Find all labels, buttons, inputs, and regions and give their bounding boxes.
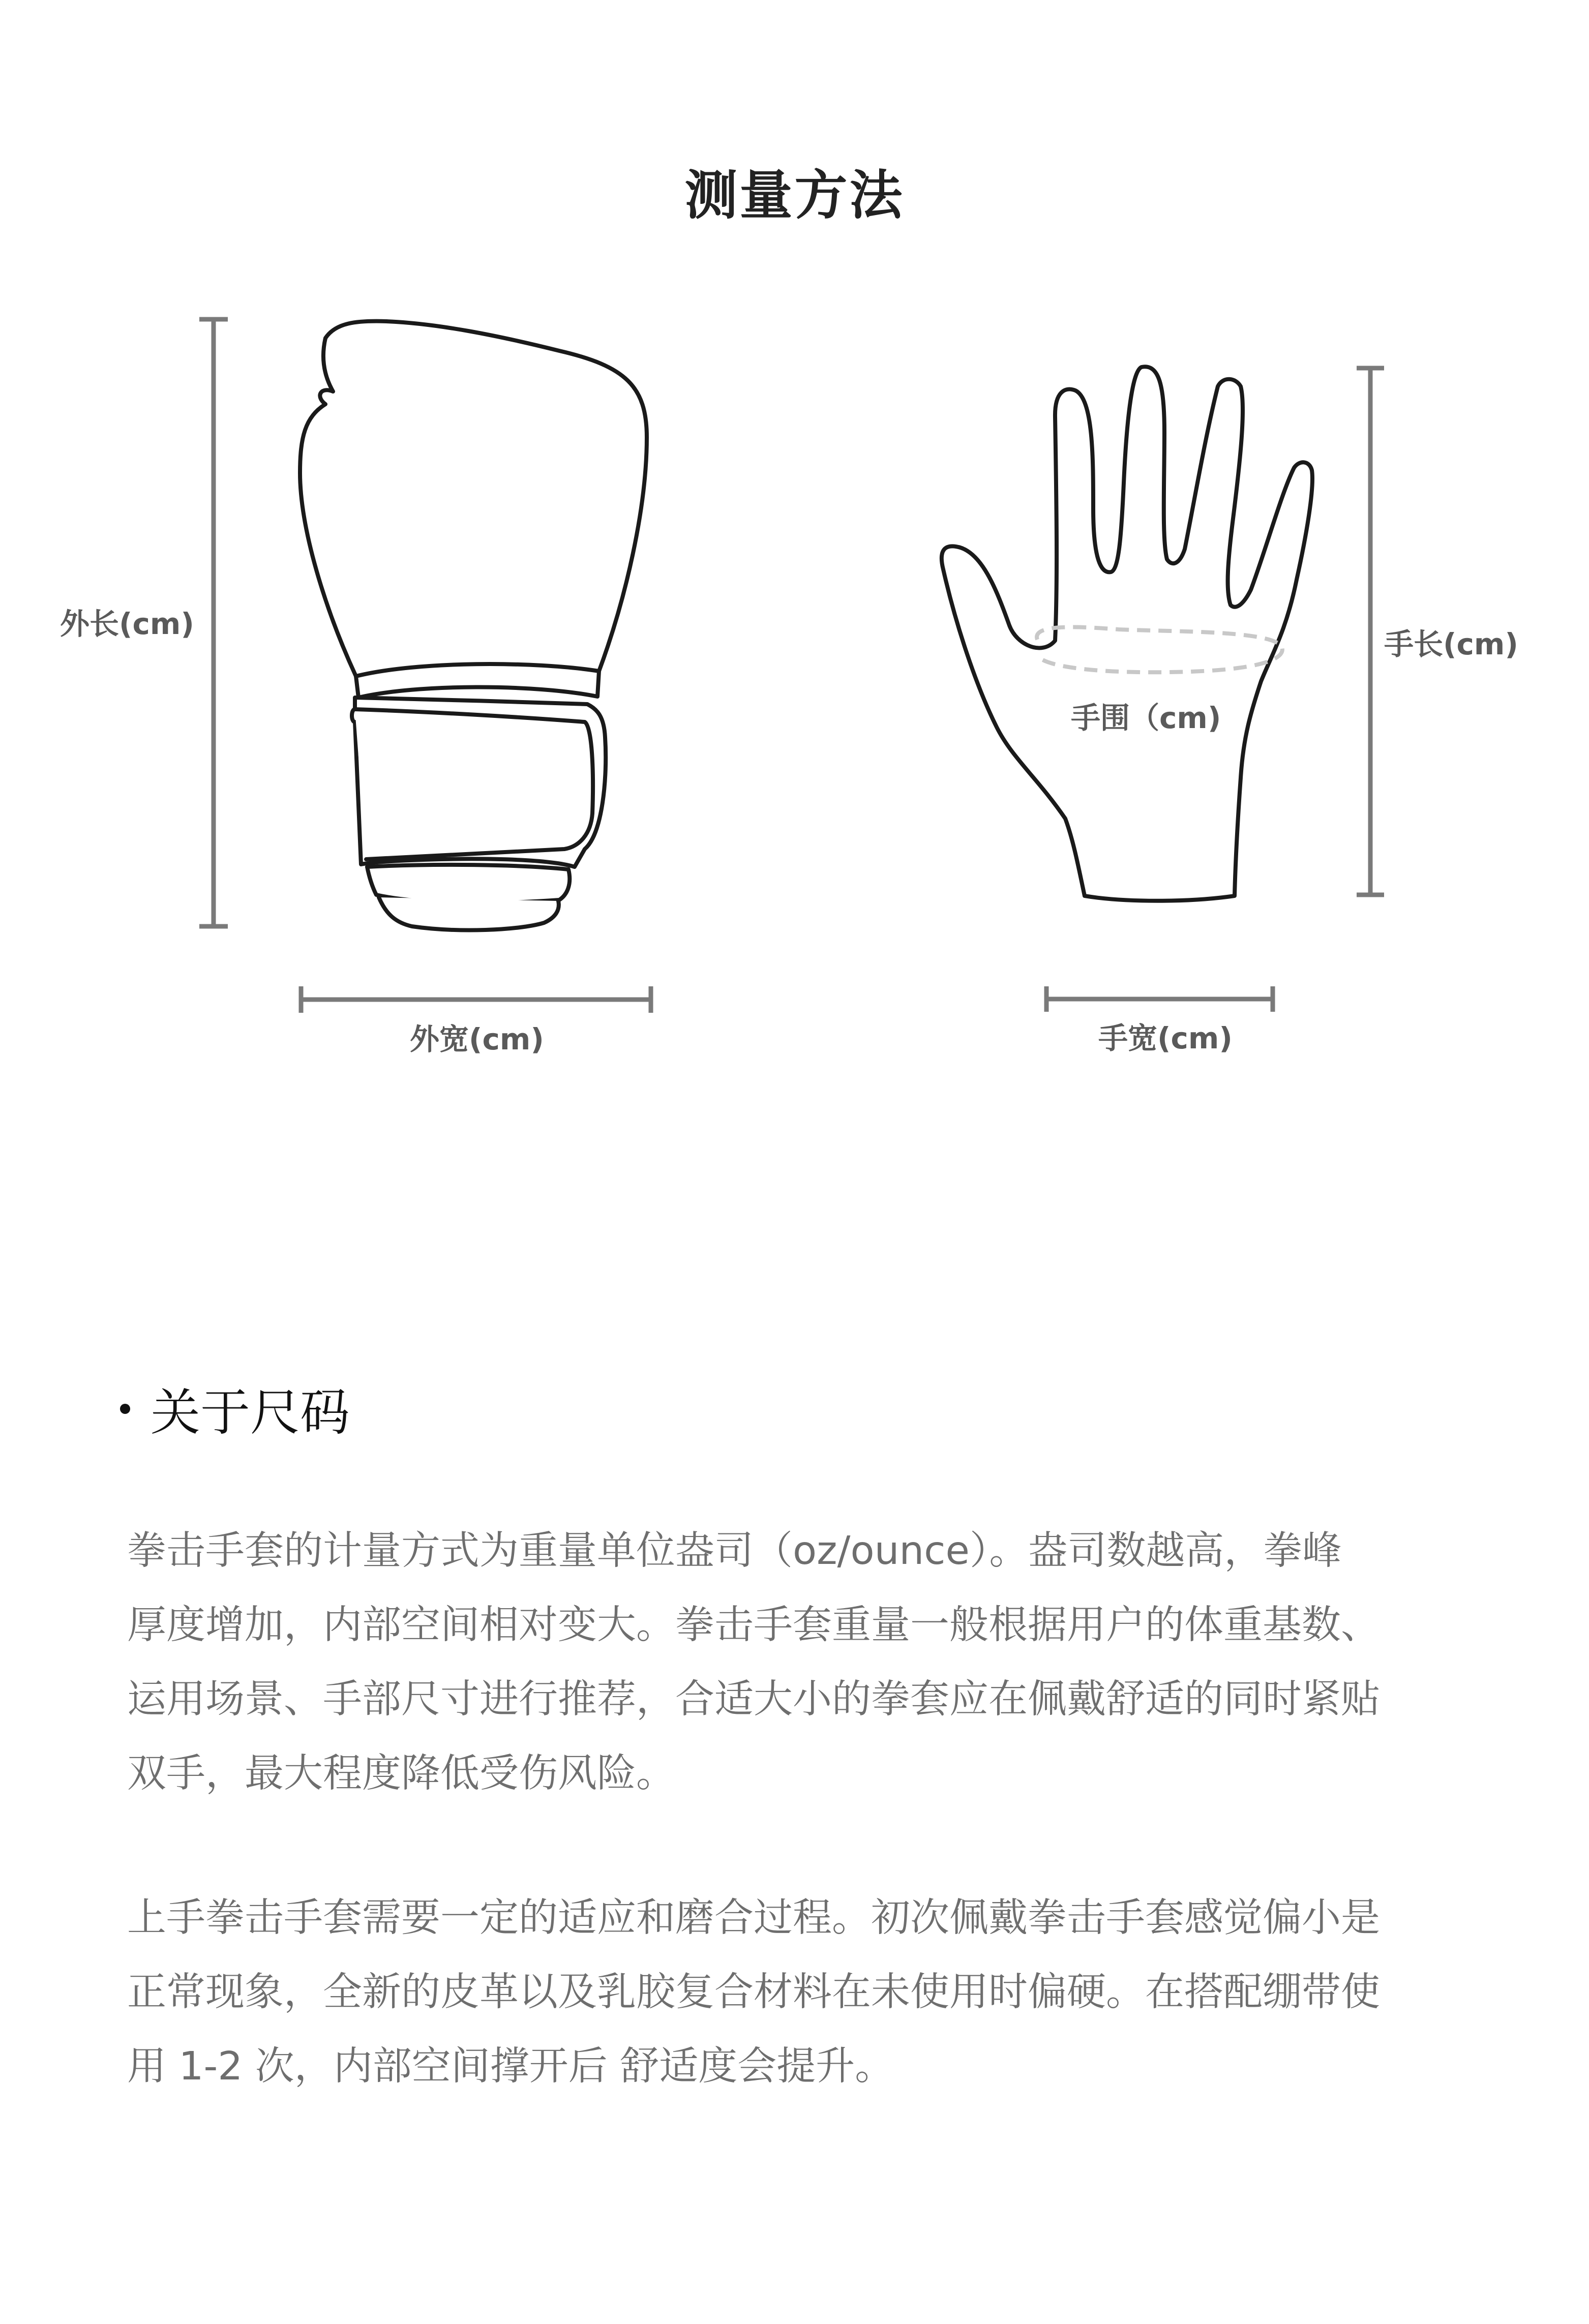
- paragraph-2: [127, 1881, 1490, 2104]
- paragraph-1: [127, 1514, 1490, 1811]
- section-heading: [120, 1373, 350, 1444]
- glove-width-dimension: [301, 986, 651, 1013]
- paragraph-line: 厚度增加，内部空间相对变大。拳击手套重量一般根据用户的体重基数、: [127, 1603, 1380, 1648]
- glove-length-dimension: [199, 319, 228, 926]
- glove-length-label: 外长(cm): [60, 607, 194, 641]
- bullet-dot: [120, 1404, 130, 1414]
- paragraph-line: 上手拳击手套需要一定的适应和磨合过程。初次佩戴拳击手套感觉偏小是: [127, 1895, 1380, 1941]
- page-title: 测量方法: [684, 164, 905, 226]
- paragraph-line: 用 1-2 次，内部空间撑开后 舒适度会提升。: [127, 2044, 894, 2089]
- hand-width-dimension: [1046, 986, 1273, 1012]
- boxing-glove-drawing: [300, 321, 647, 930]
- hand-length-dimension: [1357, 368, 1384, 895]
- paragraph-line: 拳击手套的计量方式为重量单位盎司（oz/ounce）。盎司数越高，拳峰: [127, 1528, 1342, 1574]
- paragraph-line: 运用场景、手部尺寸进行推荐，合适大小的拳套应在佩戴舒适的同时紧贴: [127, 1677, 1380, 1722]
- paragraph-line: 双手，最大程度降低受伤风险。: [127, 1751, 675, 1796]
- measurement-diagram: [0, 0, 1589, 1119]
- section-heading-text: 关于尺码: [151, 1384, 350, 1442]
- hand-width-label: 手宽(cm): [1098, 1021, 1233, 1055]
- paragraph-line: 正常现象，全新的皮革以及乳胶复合材料在未使用时偏硬。在搭配绷带使: [127, 1970, 1380, 2015]
- hand-circumference-label: 手围（cm): [1071, 701, 1221, 735]
- hand-length-label: 手长(cm): [1384, 627, 1518, 661]
- glove-width-label: 外宽(cm): [410, 1022, 544, 1057]
- hand-drawing: [942, 367, 1312, 900]
